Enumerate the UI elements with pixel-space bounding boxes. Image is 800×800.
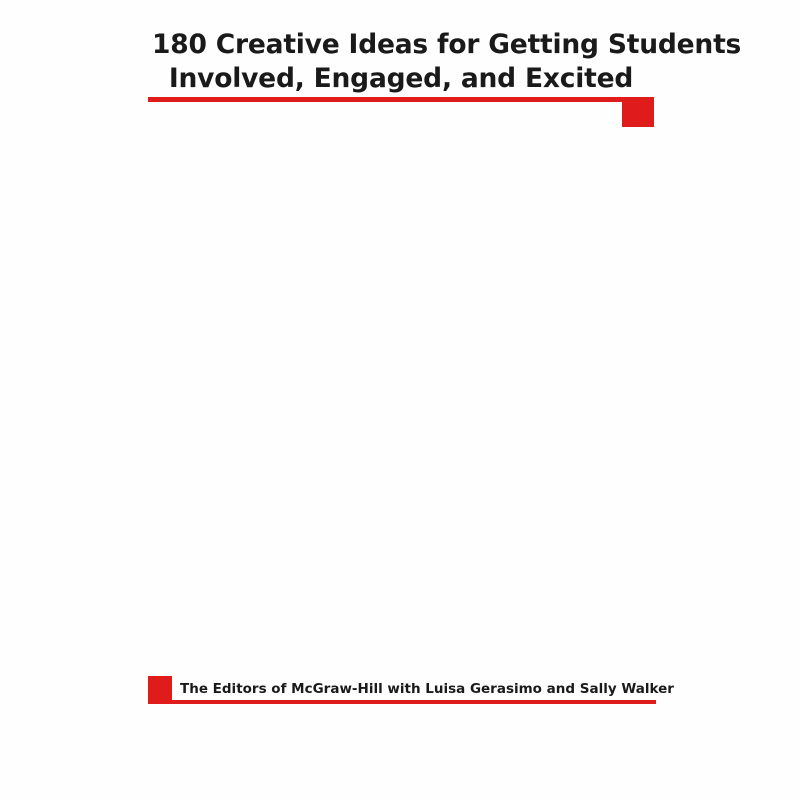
cover-title [148,28,742,96]
byline-text: The Editors of McGraw-Hill with Luisa Gerasimo and Sally Walker [180,681,674,697]
title-line-1: 180 Creative Ideas for Getting Students [152,29,742,60]
title-divider-rule [148,97,654,102]
title-line-2: Involved, Engaged, and Excited [168,63,634,94]
title-accent-square [622,102,654,127]
byline-accent-square [148,676,172,700]
byline-divider-rule [148,700,656,704]
